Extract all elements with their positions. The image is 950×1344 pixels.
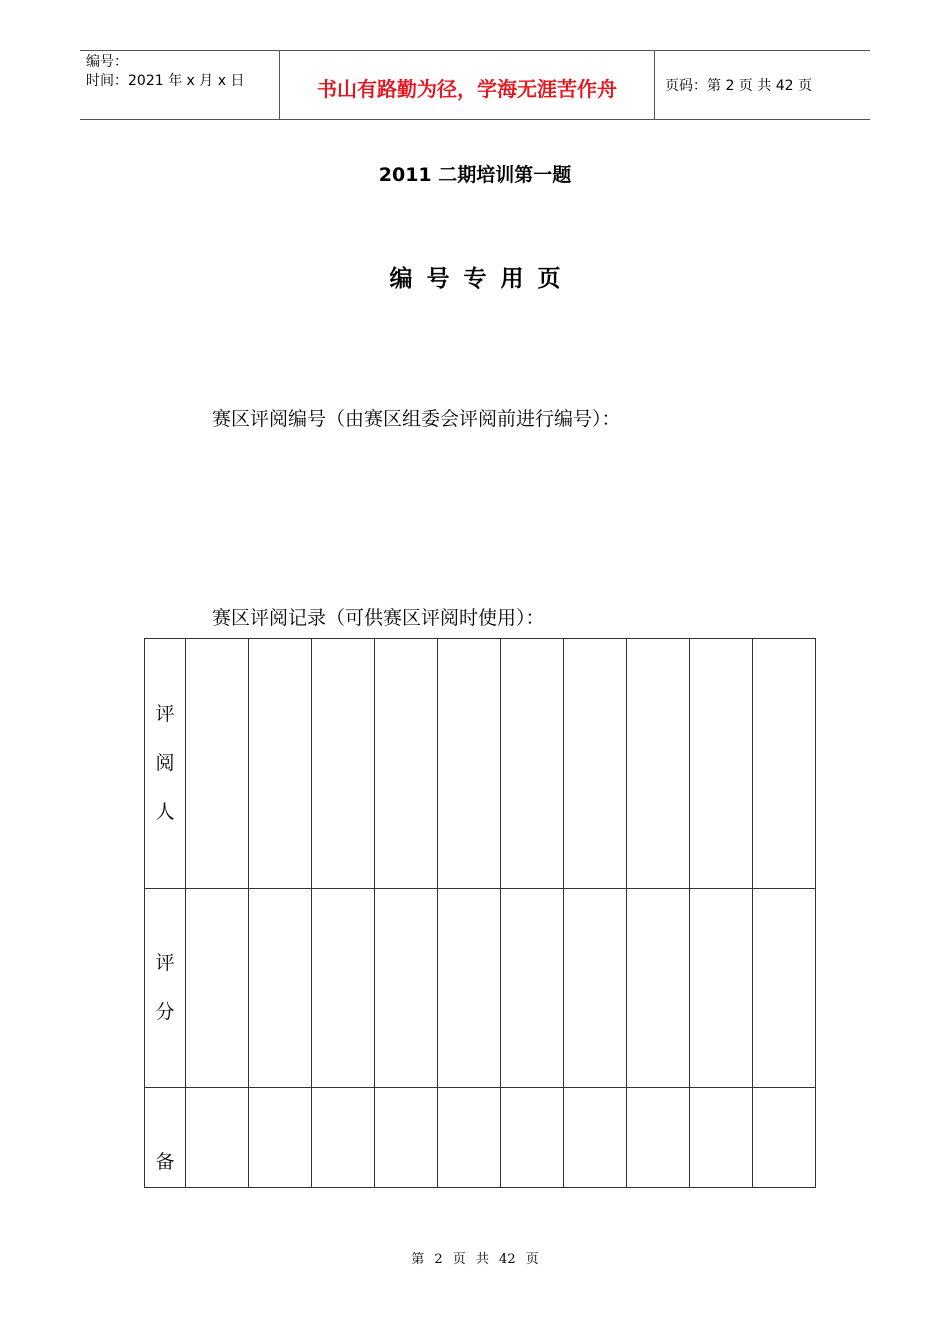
table-cell[interactable]	[564, 889, 627, 1088]
table-cell[interactable]	[186, 639, 249, 889]
row-header-char: 阅	[155, 752, 175, 774]
table-cell[interactable]	[438, 889, 501, 1088]
table-row-remark	[145, 1088, 816, 1188]
table-cell[interactable]	[249, 1088, 312, 1188]
table-cell[interactable]	[375, 889, 438, 1088]
table-cell[interactable]	[438, 639, 501, 889]
table-cell[interactable]	[564, 639, 627, 889]
table-cell[interactable]	[249, 639, 312, 889]
row-header-char: 人	[155, 801, 175, 823]
row-header-char: 分	[155, 1001, 175, 1023]
time-label: 时间：2021 年 x 月 x 日	[86, 73, 245, 89]
header-meta	[80, 51, 280, 119]
table-cell[interactable]	[186, 889, 249, 1088]
page-header	[80, 50, 870, 120]
table-cell[interactable]	[375, 639, 438, 889]
table-cell[interactable]	[375, 1088, 438, 1188]
table-cell[interactable]	[753, 1088, 816, 1188]
table-cell[interactable]	[690, 889, 753, 1088]
review-record-label: 赛区评阅记录（可供赛区评阅时使用）：	[212, 607, 545, 629]
review-number-label: 赛区评阅编号（由赛区组委会评阅前进行编号）：	[212, 408, 621, 430]
table-cell[interactable]	[249, 889, 312, 1088]
header-motto: 书山有路勤为径，学海无涯苦作舟	[280, 51, 655, 119]
table-cell[interactable]	[312, 639, 375, 889]
table-cell[interactable]	[186, 1088, 249, 1188]
table-cell[interactable]	[501, 889, 564, 1088]
table-cell[interactable]	[312, 1088, 375, 1188]
table-cell[interactable]	[690, 639, 753, 889]
document-title: 2011 二期培训第一题	[378, 164, 572, 186]
row-header-char: 评	[155, 952, 175, 974]
row-header-score	[145, 889, 186, 1088]
number-label: 编号：	[86, 54, 128, 70]
page-footer: 第 2 页 共 42 页	[411, 1252, 539, 1267]
review-record-table	[144, 638, 816, 1188]
table-cell[interactable]	[627, 889, 690, 1088]
table-cell[interactable]	[438, 1088, 501, 1188]
table-cell[interactable]	[627, 1088, 690, 1188]
table-cell[interactable]	[564, 1088, 627, 1188]
table-cell[interactable]	[753, 889, 816, 1088]
row-header-char: 备	[155, 1151, 175, 1173]
table-row-reviewer	[145, 639, 816, 889]
table-cell[interactable]	[501, 639, 564, 889]
table-cell[interactable]	[501, 1088, 564, 1188]
table-cell[interactable]	[312, 889, 375, 1088]
row-header-reviewer	[145, 639, 186, 889]
row-header-char: 评	[155, 703, 175, 725]
table-cell[interactable]	[690, 1088, 753, 1188]
row-header-remark	[145, 1088, 186, 1188]
table-row-score	[145, 889, 816, 1088]
header-page-info: 页码：第 2 页 共 42 页	[665, 78, 812, 94]
table-cell[interactable]	[753, 639, 816, 889]
page-heading: 编号专用页	[389, 265, 575, 292]
table-cell[interactable]	[627, 639, 690, 889]
